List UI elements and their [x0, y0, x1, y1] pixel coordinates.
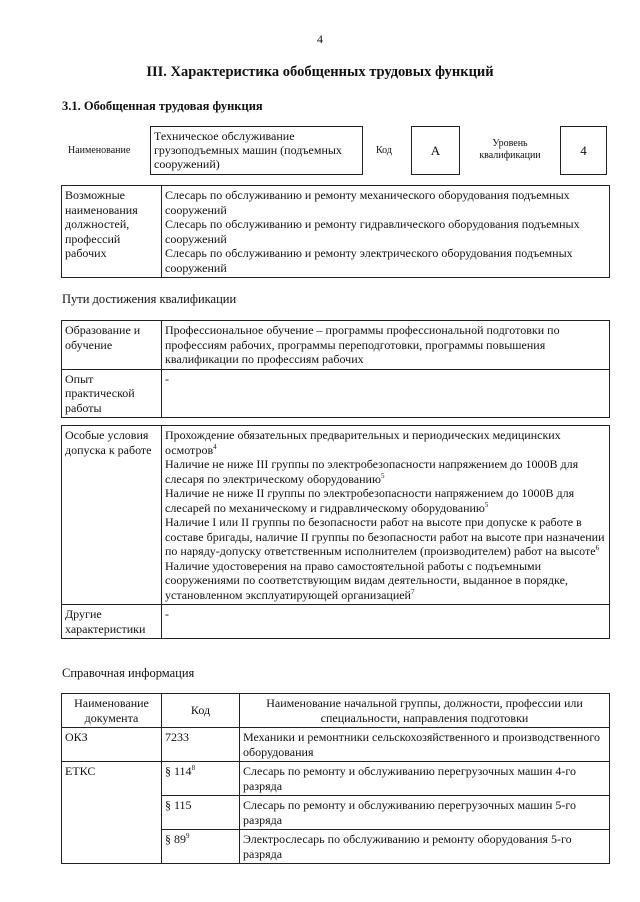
cell-code: 7233: [162, 728, 240, 762]
cell-doc: ОКЗ: [62, 728, 162, 762]
special-conditions-label: Особые условия допуска к работе: [62, 426, 162, 605]
name-label: Наименование: [68, 145, 131, 156]
possible-names-label: Возможные наименования должностей, профессий рабочих: [62, 186, 162, 278]
cell-code: § $89^9$: [162, 830, 240, 864]
subsection-title: 3.1. Обобщенная трудовая функция: [62, 99, 263, 113]
section-title: III. Характеристика обобщенных трудовых функций: [146, 64, 494, 80]
special-conditions-table: [61, 425, 610, 639]
cell-doc: ЕТКС: [62, 762, 162, 864]
condition-item-1: Прохождение обязательных предварительных и периодических медицинских осмотров$^4$: [165, 428, 561, 457]
page-number: 4: [317, 32, 323, 46]
possible-name-3: Слесарь по обслуживанию и ремонту электрического оборудования подъемных сооружений: [165, 246, 573, 275]
code-label: Код: [376, 145, 392, 156]
cell-name: Слесарь по ремонту и обслуживанию перегрузочных машин 4-го разряда: [240, 762, 610, 796]
cell-name: Электрослесарь по обслуживанию и ремонту оборудования 5-го разряда: [240, 830, 610, 864]
table-row: [62, 426, 610, 605]
table-row: [62, 728, 610, 762]
level-label: Уровень квалификации: [479, 138, 541, 161]
cell-code: § 115: [162, 796, 240, 830]
education-label: Образование и обучение: [62, 321, 162, 370]
special-conditions-values: [162, 426, 610, 605]
education-value: Профессиональное обучение – программы профессиональной подготовки по профессиям рабочих, программы переподготовки, программы повышения квалификации по профессиям рабочих: [162, 321, 610, 370]
code-value: A: [430, 143, 441, 158]
code-value-box: [411, 126, 460, 175]
possible-name-2: Слесарь по обслуживанию и ремонту гидравлического оборудования подъемных сооружений: [165, 217, 580, 246]
level-value: 4: [580, 143, 587, 158]
condition-item-3: Наличие не ниже II группы по электробезопасности напряжением до 1000В для слесарей по механическому и гидравлическому оборудованию$^5$: [165, 486, 575, 515]
condition-item-4: Наличие I или II группы по безопасности работ на высоте при допуске к работе в составе бригады, наличие II группы по безопасности работ на высоте при назначении по наряду-допуску ответственным исполнителем (производителем) работ на высоте$^6$: [165, 515, 605, 558]
qualification-paths-title: Пути достижения квалификации: [62, 292, 237, 306]
table-row: [62, 605, 610, 639]
name-value-box: [150, 126, 363, 175]
header-code: Код: [162, 694, 240, 728]
cell-name: Слесарь по ремонту и обслуживанию перегрузочных машин 5-го разряда: [240, 796, 610, 830]
education-table: [61, 320, 610, 418]
table-row: [62, 321, 610, 370]
possible-names-table: [61, 185, 610, 278]
header-name: Наименование начальной группы, должности, профессии или специальности, направления подготовки: [240, 694, 610, 728]
other-characteristics-value: -: [162, 605, 610, 639]
possible-name-1: Слесарь по обслуживанию и ремонту механического оборудования подъемных сооружений: [165, 188, 570, 217]
header-document: Наименование документа: [62, 694, 162, 728]
reference-table: [61, 693, 610, 864]
table-row: [62, 186, 610, 278]
table-row: [62, 369, 610, 418]
cell-name: Механики и ремонтники сельскохозяйственного и производственного оборудования: [240, 728, 610, 762]
reference-title: Справочная информация: [62, 666, 195, 680]
condition-item-2: Наличие не ниже III группы по электробезопасности напряжением до 1000В для слесаря по электрическому оборудованию$^5$: [165, 457, 579, 486]
cell-code: § $114^8$: [162, 762, 240, 796]
table-row: [62, 762, 610, 796]
other-characteristics-label: Другие характеристики: [62, 605, 162, 639]
possible-names-values: [162, 186, 610, 278]
experience-label: Опыт практической работы: [62, 369, 162, 418]
experience-value: -: [162, 369, 610, 418]
level-value-box: [560, 126, 607, 175]
condition-item-5: Наличие удостоверения на право самостоятельной работы с подъемными сооружениями по соответствующим видам деятельности, выданное в порядке, установленном эксплуатирующей организацией$^7$: [165, 558, 568, 602]
name-value: Техническое обслуживание грузоподъемных машин (подъемных сооружений): [154, 129, 342, 171]
table-header-row: [62, 694, 610, 728]
